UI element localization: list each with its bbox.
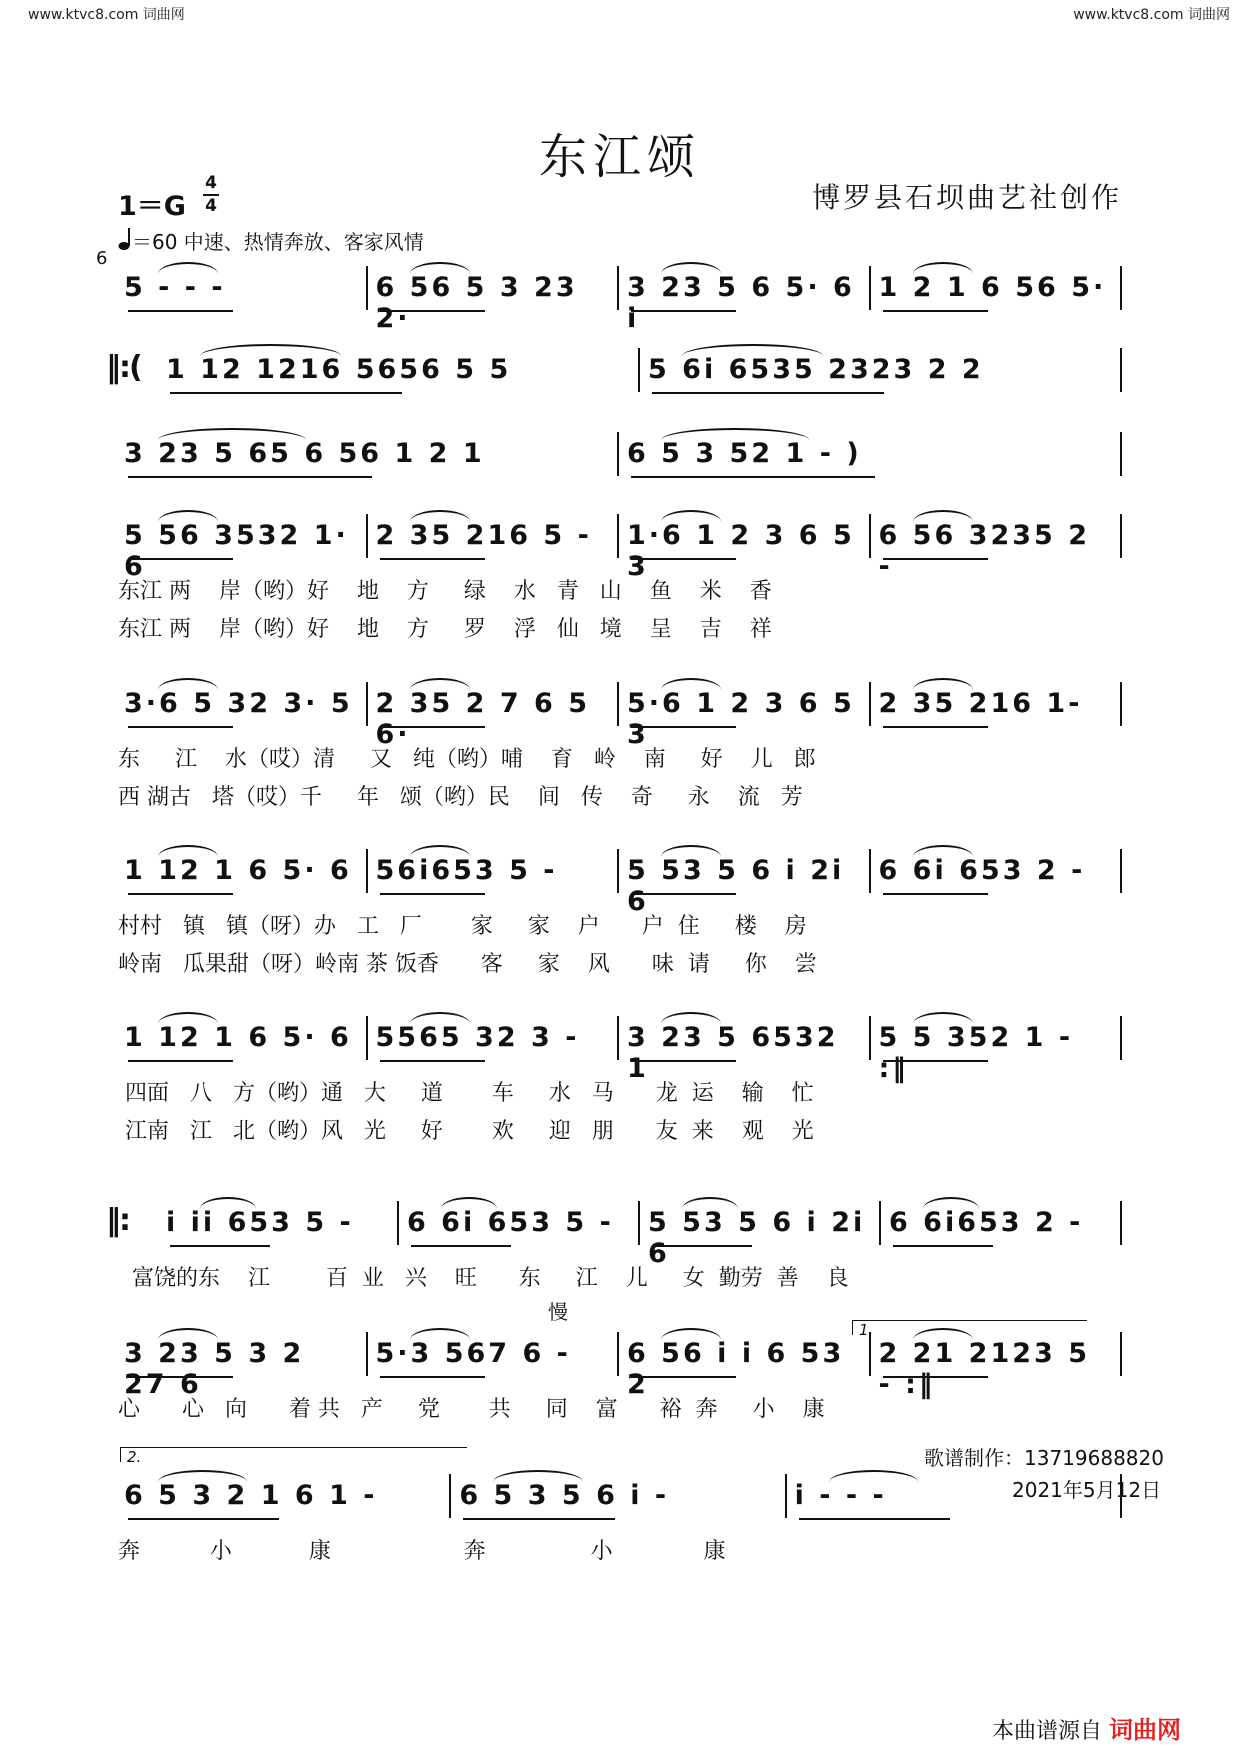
lyric-text: 富饶的东 江 百 业 兴 旺 东 江 儿 女 勤劳 善 良 bbox=[118, 1266, 849, 1291]
beam-underline bbox=[380, 558, 485, 560]
slur-mark bbox=[410, 1012, 470, 1024]
measure: 6 5 3 52 1 - ) bbox=[627, 438, 862, 469]
measure-row bbox=[118, 520, 1124, 582]
measure-row bbox=[118, 1338, 1124, 1400]
barline bbox=[1120, 1016, 1122, 1060]
score-line bbox=[118, 438, 1124, 478]
lyric-text: 四面 八 方（哟）通 大 道 车 水 马 龙 运 输 忙 bbox=[118, 1081, 814, 1106]
measure: 3 23 5 6 5· 6 i bbox=[627, 272, 855, 334]
watermark-left: www.ktvc8.com 词曲网 bbox=[28, 7, 185, 23]
barline bbox=[869, 682, 871, 726]
score-line bbox=[118, 272, 1124, 334]
lyric-line bbox=[118, 1261, 1124, 1299]
measure: i - - - bbox=[794, 1480, 887, 1511]
beam-underline bbox=[128, 1060, 233, 1062]
lyric-line bbox=[118, 909, 1124, 947]
slur-mark bbox=[913, 845, 973, 857]
lyric-line bbox=[118, 574, 1124, 612]
slur-mark bbox=[913, 1012, 973, 1024]
measure: 3 23 5 65 6 56 1 2 1 bbox=[124, 438, 485, 469]
barline bbox=[617, 514, 619, 558]
barline bbox=[869, 849, 871, 893]
barline bbox=[1120, 348, 1122, 392]
barline bbox=[366, 1332, 368, 1376]
lyric-text: 东江 两 岸（哟）好 地 方 罗 浮 仙 境 呈 吉 祥 bbox=[118, 617, 772, 642]
lyric-text: 西 湖古 塔（哎）千 年 颂（哟）民 间 传 奇 永 流 芳 bbox=[118, 785, 803, 810]
measure-row bbox=[118, 688, 1124, 750]
measure: 6 5 3 5 6 i - bbox=[459, 1480, 670, 1511]
lyric-line bbox=[118, 1534, 1124, 1572]
measure: 56i653 5 - bbox=[375, 855, 558, 886]
barline bbox=[617, 1332, 619, 1376]
meter-bottom: 4 bbox=[205, 196, 217, 216]
beam-underline bbox=[631, 893, 736, 895]
score-line bbox=[106, 350, 1124, 394]
lyric-line bbox=[118, 1392, 1124, 1430]
slur-mark bbox=[158, 845, 218, 857]
footer-source-brand: 词曲网 bbox=[1109, 1716, 1182, 1744]
beam-underline bbox=[631, 1376, 736, 1378]
watermark-right: www.ktvc8.com 词曲网 bbox=[1073, 7, 1230, 23]
tempo-text: ＝60 中速、热情奔放、客家风情 bbox=[132, 230, 424, 254]
beam-underline bbox=[128, 726, 233, 728]
slur-mark bbox=[682, 1197, 738, 1209]
score-line bbox=[118, 520, 1124, 650]
measure: 5 - - - bbox=[124, 272, 226, 303]
barline bbox=[869, 266, 871, 310]
score-line bbox=[118, 1338, 1124, 1430]
quarter-note-icon bbox=[118, 227, 132, 251]
tempo-marking bbox=[118, 226, 424, 255]
composer-credit: 博罗县石坝曲艺社创作 bbox=[811, 181, 1122, 214]
slur-mark bbox=[682, 344, 823, 356]
beam-underline bbox=[128, 893, 233, 895]
measure: 6 56 i i 6 53 2 bbox=[627, 1338, 845, 1400]
slur-mark bbox=[913, 262, 973, 274]
key-signature: 1＝G bbox=[118, 191, 186, 222]
beam-underline bbox=[883, 558, 988, 560]
repeat-start: ‖: bbox=[106, 1203, 129, 1238]
footer-date: 2021年5月12日 bbox=[1012, 1478, 1162, 1502]
barline bbox=[449, 1474, 451, 1518]
measure: 5 53 5 6 i 2i 6 bbox=[627, 855, 845, 917]
barline bbox=[617, 849, 619, 893]
slur-mark bbox=[493, 1470, 582, 1482]
time-signature bbox=[203, 174, 219, 216]
beam-underline bbox=[380, 726, 485, 728]
slur-mark bbox=[158, 262, 218, 274]
beam-underline bbox=[893, 1245, 993, 1247]
footer-maker: 歌谱制作：13719688820 bbox=[924, 1446, 1164, 1470]
beam-underline bbox=[883, 1060, 988, 1062]
beam-underline bbox=[128, 558, 233, 560]
barline bbox=[869, 1016, 871, 1060]
measure: 3 23 5 3 2 27 6 bbox=[124, 1338, 305, 1400]
measure: 2 21 2123 5 - :‖ bbox=[878, 1338, 1090, 1400]
slur-mark bbox=[913, 510, 973, 522]
barline bbox=[1120, 682, 1122, 726]
measure: 5 56 3532 1· 6 bbox=[124, 520, 349, 582]
slur-mark bbox=[661, 510, 721, 522]
slur-mark bbox=[913, 678, 973, 690]
beam-underline bbox=[463, 1518, 614, 1520]
slur-mark bbox=[410, 845, 470, 857]
slur-mark bbox=[661, 1012, 721, 1024]
barline bbox=[397, 1201, 399, 1245]
measure: i ii 653 5 - bbox=[166, 1207, 354, 1238]
slur-mark bbox=[661, 845, 721, 857]
beam-underline bbox=[380, 1060, 485, 1062]
lyric-line bbox=[118, 1114, 1124, 1152]
slow-marking: 慢 bbox=[548, 1300, 568, 1324]
footer-source-text: 本曲谱源自 bbox=[992, 1719, 1103, 1744]
slur-mark bbox=[923, 1197, 979, 1209]
lyric-line bbox=[118, 1076, 1124, 1114]
slur-mark bbox=[661, 1328, 721, 1340]
slur-mark bbox=[410, 262, 470, 274]
measure: 2 35 216 1- bbox=[878, 688, 1083, 719]
barline bbox=[1120, 266, 1122, 310]
measure-row bbox=[106, 350, 1124, 394]
barline bbox=[617, 682, 619, 726]
slur-mark bbox=[158, 678, 218, 690]
beam-underline bbox=[652, 1245, 752, 1247]
measure: 6 56 5 3 23 2· bbox=[375, 272, 578, 334]
beam-underline bbox=[883, 893, 988, 895]
barline bbox=[617, 1016, 619, 1060]
measure: 3·6 5 32 3· 5 bbox=[124, 688, 353, 719]
measure-row bbox=[118, 1022, 1124, 1084]
beam-underline bbox=[380, 893, 485, 895]
slur-mark bbox=[661, 678, 721, 690]
measure: 6 5 3 2 1 6 1 - bbox=[124, 1480, 378, 1511]
measure-row bbox=[118, 272, 1124, 334]
measure: 5·6 1 2 3 6 5 3 bbox=[627, 688, 855, 750]
measure: 1 2 1 6 56 5· bbox=[878, 272, 1107, 303]
beam-underline bbox=[411, 1245, 511, 1247]
lyric-line bbox=[118, 780, 1124, 818]
slur-mark bbox=[158, 510, 218, 522]
measure: 5·3 567 6 - bbox=[375, 1338, 571, 1369]
barline bbox=[785, 1474, 787, 1518]
barline bbox=[366, 682, 368, 726]
beam-underline bbox=[380, 1376, 485, 1378]
barline bbox=[366, 849, 368, 893]
lyric-line bbox=[118, 947, 1124, 985]
score-line bbox=[118, 1022, 1124, 1152]
barline bbox=[1120, 849, 1122, 893]
barline bbox=[366, 514, 368, 558]
footer-source bbox=[992, 1710, 1181, 1745]
measure: 2 35 2 7 6 5 6· bbox=[375, 688, 591, 750]
lyric-line bbox=[118, 612, 1124, 650]
slur-mark bbox=[158, 428, 306, 440]
measure: 5565 32 3 - bbox=[375, 1022, 580, 1053]
barline bbox=[869, 514, 871, 558]
score-line bbox=[118, 688, 1124, 818]
beam-underline bbox=[631, 1060, 736, 1062]
slur-mark bbox=[829, 1470, 918, 1482]
meter-top: 4 bbox=[205, 173, 217, 193]
beam-underline bbox=[883, 726, 988, 728]
beam-underline bbox=[883, 1376, 988, 1378]
measure: 6 6i653 2 - bbox=[889, 1207, 1084, 1238]
barline bbox=[879, 1201, 881, 1245]
measure: 5 5 352 1 - :‖ bbox=[878, 1022, 1074, 1084]
capo-mark: 6 bbox=[96, 248, 108, 269]
beam-underline bbox=[631, 558, 736, 560]
barline bbox=[1120, 1201, 1122, 1245]
volta-2: 2. bbox=[120, 1447, 467, 1462]
measure-row bbox=[118, 1480, 1124, 1520]
slur-mark bbox=[410, 678, 470, 690]
lyric-line bbox=[118, 742, 1124, 780]
beam-underline bbox=[128, 1518, 279, 1520]
beam-underline bbox=[128, 476, 372, 478]
repeat-start: ‖:( bbox=[106, 350, 141, 385]
volta-1: 1. bbox=[852, 1320, 1087, 1335]
barline bbox=[638, 1201, 640, 1245]
beam-underline bbox=[799, 1518, 950, 1520]
beam-underline bbox=[631, 726, 736, 728]
slur-mark bbox=[158, 1470, 247, 1482]
beam-underline bbox=[652, 392, 884, 394]
slur-mark bbox=[441, 1197, 497, 1209]
lyric-text: 岭南 瓜果甜（呀）岭南 茶 饭香 客 家 风 味 请 你 尝 bbox=[118, 952, 817, 977]
lyric-text: 江南 江 北（哟）风 光 好 欢 迎 朋 友 来 观 光 bbox=[118, 1119, 814, 1144]
barline bbox=[638, 348, 640, 392]
measure: 1 12 1216 5656 5 5 bbox=[166, 354, 512, 385]
beam-underline bbox=[170, 392, 402, 394]
barline bbox=[1120, 432, 1122, 476]
slur-mark bbox=[410, 1328, 470, 1340]
barline bbox=[617, 266, 619, 310]
lyric-text: 心 心 向 着 共 产 党 共 同 富 裕 奔 小 康 bbox=[118, 1397, 825, 1422]
score-line bbox=[118, 1480, 1124, 1572]
score-line bbox=[118, 855, 1124, 985]
slur-mark bbox=[410, 510, 470, 522]
slur-mark bbox=[158, 1328, 218, 1340]
beam-underline bbox=[631, 476, 875, 478]
barline bbox=[1120, 514, 1122, 558]
measure-row bbox=[118, 855, 1124, 917]
measure: 6 6i 653 2 - bbox=[878, 855, 1086, 886]
slur-mark bbox=[158, 1012, 218, 1024]
measure: 5 6i 6535 2323 2 2 bbox=[648, 354, 984, 385]
measure-row bbox=[118, 438, 1124, 478]
measure-row bbox=[106, 1203, 1124, 1269]
measure: 1 12 1 6 5· 6 bbox=[124, 855, 352, 886]
slur-mark bbox=[200, 344, 341, 356]
score-line bbox=[106, 1203, 1124, 1299]
barline bbox=[1120, 1332, 1122, 1376]
barline bbox=[366, 266, 368, 310]
barline bbox=[366, 1016, 368, 1060]
slur-mark bbox=[661, 262, 721, 274]
beam-underline bbox=[170, 1245, 270, 1247]
lyric-text: 东江 两 岸（哟）好 地 方 绿 水 青 山 鱼 米 香 bbox=[118, 579, 772, 604]
lyric-text: 东 江 水（哎）清 又 纯（哟）哺 育 岭 南 好 儿 郎 bbox=[118, 747, 816, 772]
measure: 2 35 216 5 - bbox=[375, 520, 592, 551]
measure: 5 53 5 6 i 2i 6 bbox=[648, 1207, 866, 1269]
beam-underline bbox=[631, 310, 736, 312]
beam-underline bbox=[380, 310, 485, 312]
beam-underline bbox=[128, 1376, 233, 1378]
beam-underline bbox=[883, 310, 988, 312]
lyric-text: 奔 小 康 奔 小 康 bbox=[118, 1539, 726, 1564]
slur-mark bbox=[661, 428, 809, 440]
measure: 1 12 1 6 5· 6 bbox=[124, 1022, 352, 1053]
score-title: 东江颂 bbox=[538, 129, 701, 185]
measure: 3 23 5 6532 1 bbox=[627, 1022, 839, 1084]
slur-mark bbox=[200, 1197, 256, 1209]
measure: 1·6 1 2 3 6 5 3 bbox=[627, 520, 855, 582]
beam-underline bbox=[128, 310, 233, 312]
barline bbox=[617, 432, 619, 476]
measure: 6 6i 653 5 - bbox=[407, 1207, 614, 1238]
lyric-text: 村村 镇 镇（呀）办 工 厂 家 家 户 户 住 楼 房 bbox=[118, 914, 807, 939]
measure: 6 56 3235 2 - bbox=[878, 520, 1090, 582]
